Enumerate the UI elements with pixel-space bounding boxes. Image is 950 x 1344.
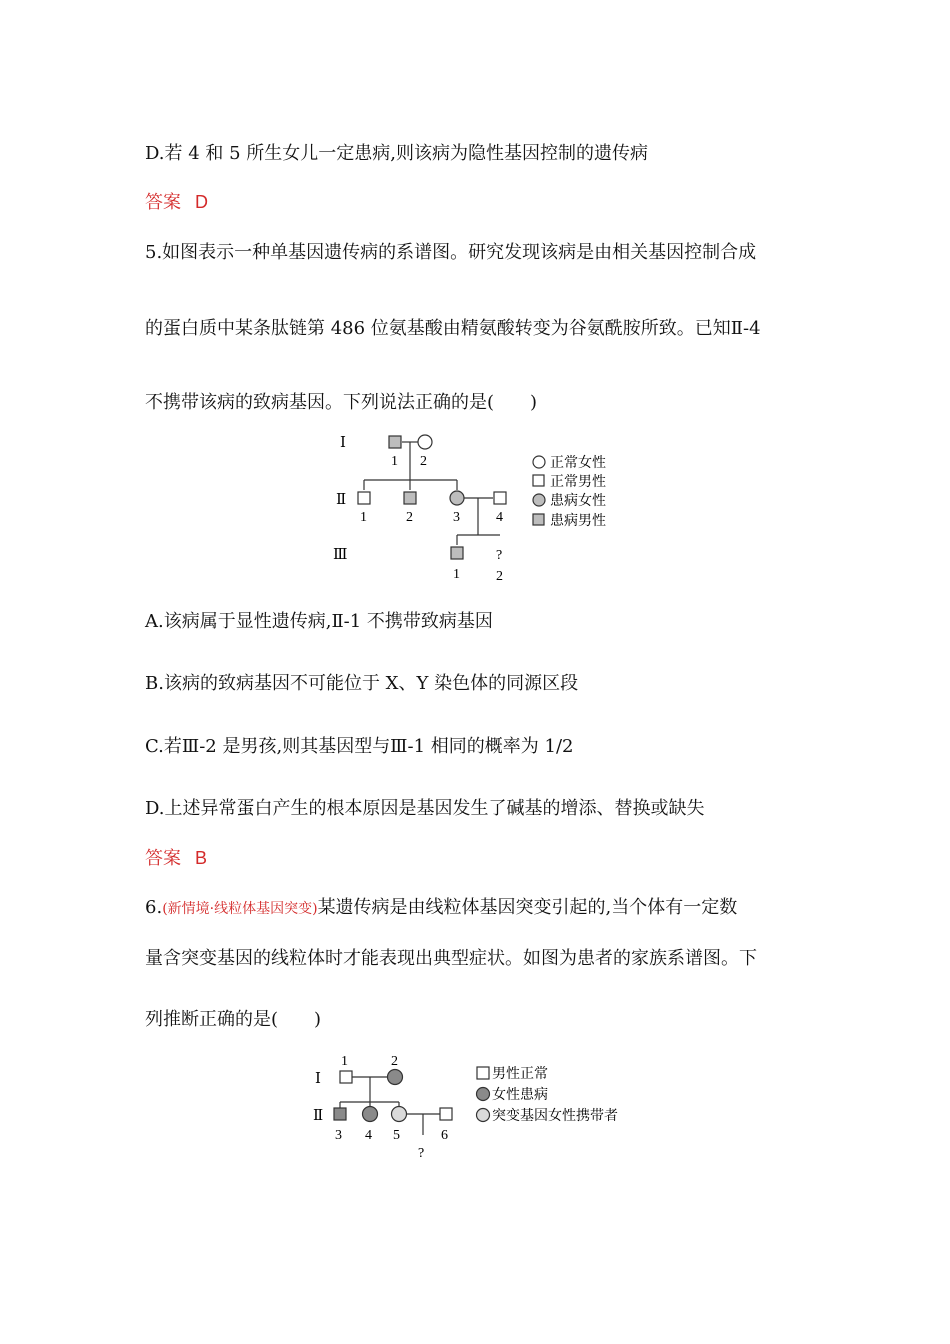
q6-ii4-affected-female: [363, 1107, 378, 1122]
q6-gen-label-2: Ⅱ: [313, 1108, 324, 1124]
q6-num-5: 5: [393, 1128, 400, 1143]
q6-legend-female-affected: 女性患病: [492, 1088, 548, 1103]
q5-i2-normal-female: [418, 435, 432, 449]
q6-num-2: 2: [391, 1054, 398, 1069]
q6-pedigree-figure: [305, 1050, 655, 1165]
legend-female-affected-icon: [477, 1088, 490, 1101]
q5-num-iii1: 1: [453, 567, 460, 582]
legend-male-normal-icon: [477, 1067, 489, 1079]
q5-stem-line2: 的蛋白质中某条肽链第 486 位氨基酸由精氨酸转变为谷氨酰胺所致。已知Ⅱ-4: [145, 318, 761, 339]
legend-normal-female-icon: [533, 456, 545, 468]
q5-i1-affected-male: [389, 436, 401, 448]
q5-ii4-normal-male: [494, 492, 506, 504]
q5-pedigree-figure: [330, 425, 630, 590]
q6-i2-affected-female: [388, 1070, 403, 1085]
q6-num-6: 6: [441, 1128, 448, 1143]
q5-ii3-affected-female: [450, 491, 464, 505]
answer-label: 答案: [145, 192, 181, 213]
legend-normal-male-icon: [533, 475, 544, 486]
legend-affected-female-icon: [533, 494, 545, 506]
legend-affected-male-icon: [533, 514, 544, 525]
q5-option-d: D.上述异常蛋白产生的根本原因是基因发生了碱基的增添、替换或缺失: [145, 798, 705, 819]
q5-iii2-unknown-mark: ?: [496, 548, 503, 563]
answer-value: D: [195, 192, 208, 212]
q6-stem-line3: 列推断正确的是( ): [145, 1009, 322, 1030]
q6-ii3-affected-male: [334, 1108, 346, 1120]
answer-value: B: [195, 848, 208, 868]
q5-num-i1: 1: [391, 454, 398, 469]
q5-legend-affected-female: 患病女性: [550, 494, 606, 509]
q5-num-i2: 2: [420, 454, 427, 469]
q5-option-a: A.该病属于显性遗传病,Ⅱ-1 不携带致病基因: [145, 611, 493, 632]
q5-num-ii4: 4: [496, 510, 503, 525]
q6-context-tag: (新情境·线粒体基因突变): [162, 901, 318, 917]
q6-unknown-mark: ?: [418, 1146, 425, 1161]
q6-ii5-carrier-female: [392, 1107, 407, 1122]
q6-num-1: 1: [341, 1054, 348, 1069]
q5-num-iii2: 2: [496, 569, 503, 584]
q6-ii6-normal-male: [440, 1108, 452, 1120]
q5-legend-affected-male: 患病男性: [550, 514, 606, 529]
q5-legend-normal-male: 正常男性: [550, 475, 606, 490]
q6-number: 6.: [145, 897, 163, 918]
q6-stem-line2: 量含突变基因的线粒体时才能表现出典型症状。如图为患者的家族系谱图。下: [145, 948, 757, 969]
q5-num-ii1: 1: [360, 510, 367, 525]
q5-option-b: B.该病的致病基因不可能位于 X、Y 染色体的同源区段: [145, 673, 579, 694]
q6-num-4: 4: [365, 1128, 372, 1143]
q5-ii2-affected-male: [404, 492, 416, 504]
q6-legend-male-normal: 男性正常: [492, 1067, 548, 1082]
q6-num-3: 3: [335, 1128, 342, 1143]
q6-legend-female-carrier: 突变基因女性携带者: [492, 1109, 618, 1124]
q6-i1-normal-male: [340, 1071, 352, 1083]
q5-legend-normal-female: 正常女性: [550, 456, 606, 471]
q5-ii1-normal-male: [358, 492, 370, 504]
q5-stem-line3: 不携带该病的致病基因。下列说法正确的是( ): [145, 392, 538, 413]
answer-label: 答案: [145, 848, 181, 869]
q6-gen-label-1: Ⅰ: [315, 1071, 321, 1087]
q5-option-c: C.若Ⅲ-2 是男孩,则其基因型与Ⅲ-1 相同的概率为 1/2: [145, 736, 574, 757]
q5-iii1-affected-male: [451, 547, 463, 559]
q4-answer: [145, 188, 208, 214]
legend-female-carrier-icon: [477, 1109, 490, 1122]
q6-stem-line1-text: 某遗传病是由线粒体基因突变引起的,当个体有一定数: [317, 897, 738, 918]
q5-answer: [145, 844, 207, 870]
q5-stem-line1: 5.如图表示一种单基因遗传病的系谱图。研究发现该病是由相关基因控制合成: [145, 242, 757, 263]
q4-option-d: D.若 4 和 5 所生女儿一定患病,则该病为隐性基因控制的遗传病: [145, 143, 649, 164]
q5-gen-label-3: Ⅲ: [333, 547, 348, 563]
q5-num-ii3: 3: [453, 510, 460, 525]
q5-gen-label-1: Ⅰ: [340, 435, 346, 451]
q5-gen-label-2: Ⅱ: [336, 492, 347, 508]
q5-num-ii2: 2: [406, 510, 413, 525]
q6-stem-line1: [145, 893, 737, 919]
